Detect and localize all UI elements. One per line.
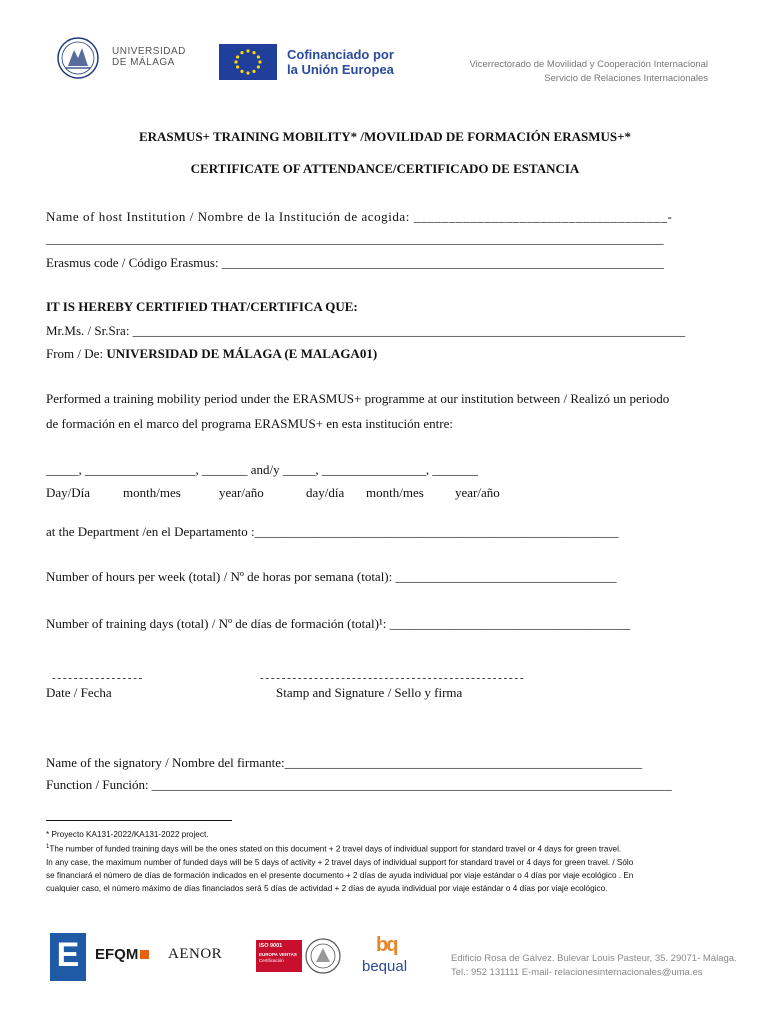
stamp-signature-label: Stamp and Signature / Sello y firma	[276, 685, 463, 700]
certificate-title: CERTIFICATE OF ATTENDANCE/CERTIFICADO DE ESTANCIA	[190, 161, 580, 176]
date-label-month1: month/mes	[123, 485, 181, 500]
host-institution-continuation: _______________________________________________________________________________________________	[46, 231, 664, 246]
department-field: at the Department /en el Departamento :________________________________________________________	[46, 524, 619, 539]
footnote-1	[46, 841, 736, 895]
stamp-dash-line: - - - - - - - - - - - - - - - - - - - - - - - - - - - - - - - - - - - - - - - - - - - - - - - - -	[260, 672, 523, 684]
performed-line2: de formación en el marco del programa ERASMUS+ en esta institución entre:	[46, 416, 453, 431]
certification-seal-icon	[304, 936, 342, 976]
bequal-mark-icon: bq	[376, 934, 397, 956]
date-label-year2: year/año	[455, 485, 500, 500]
footnote-en-a: The number of funded training days will be the ones stated on this document + 2 travel days of individual support for standard travel or 4 days for green travel.	[49, 844, 622, 854]
footnote-es-a: se financiará el número de días de formación indicados en el presente documento + 2 días de ayuda individual por viaje estándar o 4 días por viaje ecológico . En	[46, 870, 634, 880]
university-seal-icon	[50, 36, 108, 80]
dates-field: _____, _________________, _______ and/y _____, ________________, _______	[46, 462, 478, 477]
from-label: From / De:	[46, 346, 107, 361]
e-excellence-logo	[50, 933, 86, 981]
office-line2: Servicio de Relaciones Internacionales	[544, 73, 708, 84]
hours-per-week-field: Number of hours per week (total) / Nº de horas por semana (total): __________________________________	[46, 569, 617, 584]
iso-badge-line3: Certificación	[259, 958, 284, 963]
host-institution-field: Name of host Institution / Nombre de la Institución de acogida: ____________________________________-	[46, 209, 673, 224]
certified-heading: IT IS HEREBY CERTIFIED THAT/CERTIFICA QUE:	[46, 299, 358, 314]
office-line1: Vicerrectorado de Movilidad y Cooperación Internacional	[469, 59, 708, 70]
date-label-month2: month/mes	[366, 485, 424, 500]
iso-badge-text: ISO 9001	[259, 943, 283, 949]
date-label-year1: year/año	[219, 485, 264, 500]
footer-contact: Tel.: 952 131111 E-mail- relacionesinternacionales@uma.es	[451, 967, 703, 978]
performed-line1: Performed a training mobility period under the ERASMUS+ programme at our institution between / Realizó un periodo	[46, 391, 670, 406]
footnote-marker: 1	[46, 844, 50, 850]
efqm-logo	[95, 946, 149, 963]
iso-certification-badge	[256, 940, 302, 972]
eu-text-line2: la Unión Europea	[287, 62, 394, 77]
date-label-day1: Day/Día	[46, 485, 91, 500]
function-field: Function / Función: ________________________________________________________________________________	[46, 777, 672, 792]
date-dash-line: - - - - - - - - - - - - - - - - -	[52, 672, 142, 684]
footnote-separator	[46, 820, 232, 821]
university-logo	[50, 36, 186, 80]
date-label-day2: day/día	[306, 485, 345, 500]
participant-field: Mr.Ms. / Sr.Sra: _____________________________________________________________________________________	[46, 323, 686, 338]
footer-address: Edificio Rosa de Gálvez. Bulevar Louis Pasteur, 35. 29071- Málaga.	[451, 953, 737, 964]
date-label: Date / Fecha	[46, 685, 112, 700]
erasmus-code-field: Erasmus code / Código Erasmus: ____________________________________________________________________	[46, 255, 664, 270]
bequal-logo	[362, 934, 422, 980]
aenor-logo: AENOR	[168, 946, 223, 962]
eu-flag-icon	[219, 44, 277, 80]
e-letter-icon: E	[56, 936, 80, 974]
sending-institution	[46, 346, 377, 362]
iso-badge-line2: EUROPA VENTAS	[259, 952, 297, 957]
efqm-square-icon	[140, 950, 149, 959]
office-header	[469, 58, 708, 86]
eu-logo	[219, 44, 409, 80]
signatory-name-field: Name of the signatory / Nombre del firmante:_______________________________________________________	[46, 755, 643, 770]
footnote-project: * Proyecto KA131-2022/KA131-2022 project.	[46, 830, 209, 839]
document-title: ERASMUS+ TRAINING MOBILITY* /MOVILIDAD DE FORMACIÓN ERASMUS+*	[138, 129, 631, 144]
university-name-line1: UNIVERSIDAD	[112, 46, 186, 57]
footnote-en-b: In any case, the maximum number of funded days will be 5 days of activity + 2 travel days of individual support for standard travel or 4 days for green travel. / Sólo	[46, 857, 634, 867]
eu-text-line1: Cofinanciado por	[287, 47, 394, 62]
university-name-line2: DE MÁLAGA	[112, 57, 175, 68]
from-value: UNIVERSIDAD DE MÁLAGA (E MALAGA01)	[106, 346, 378, 361]
efqm-text: EFQM	[95, 946, 139, 963]
bequal-text: bequal	[362, 958, 408, 975]
training-days-field: Number of training days (total) / Nº de días de formación (total)¹: _____________________________________	[46, 616, 631, 631]
footnote-es-b: cualquier caso, el número máximo de días financiados será 5 días de actividad + 2 días de ayuda individual por viaje estándar o 4 días por viaje ecológico.	[46, 883, 608, 893]
